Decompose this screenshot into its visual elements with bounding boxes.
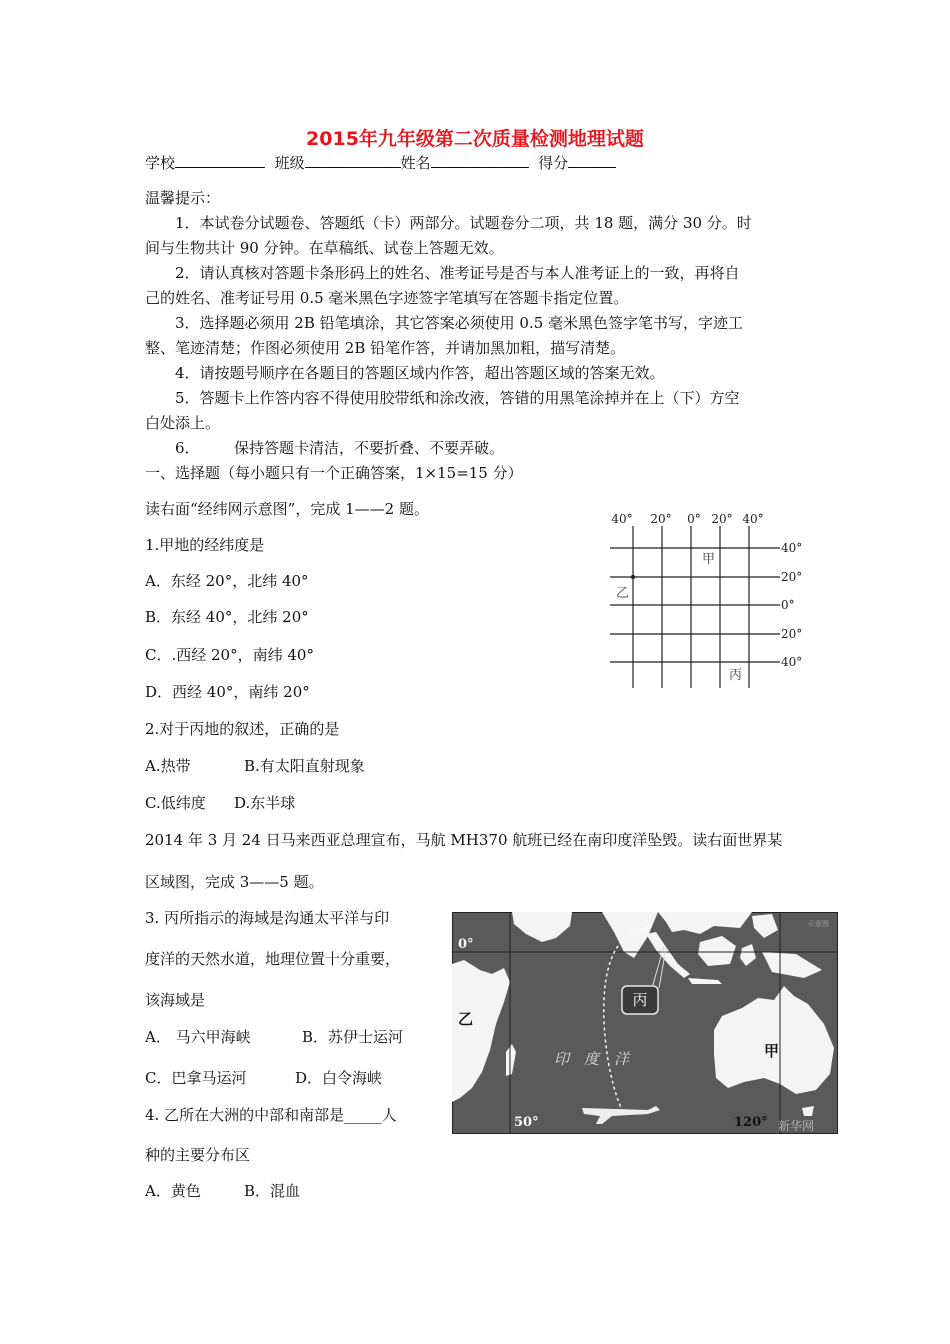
label-jia: 甲 (702, 552, 716, 567)
map-label-yi: 乙 (458, 1010, 474, 1028)
top-label-1: 40° (611, 512, 633, 526)
map-label-lat0: 0° (458, 937, 474, 952)
right-label-4: 20° (781, 627, 803, 641)
right-label-3: 0° (781, 598, 795, 612)
q4-option-b: B．混血 (244, 1182, 301, 1200)
page-title: 2015年九年级第二次质量检测地理试题 (306, 128, 644, 150)
map-label-jia: 甲 (764, 1042, 780, 1060)
tip-1-line-2: 间与生物共计 90 分钟。在草稿纸、试卷上答题无效。 (145, 239, 504, 257)
intro-2-line-2: 区域图，完成 3——5 题。 (145, 873, 324, 891)
map-watermark: 新华网 (778, 1119, 815, 1133)
q3-option-d: D．白令海峡 (295, 1069, 383, 1087)
q4-line-1: 4. 乙所在大洲的中部和南部是_____人 (145, 1106, 397, 1124)
graticule-svg (602, 506, 817, 691)
point-yi (631, 575, 635, 579)
score-blank (568, 152, 616, 168)
region-map-svg (452, 912, 838, 1134)
student-info-line (145, 152, 616, 173)
top-label-4: 20° (711, 512, 733, 526)
map-label-ocean: 印 度 洋 (554, 1050, 630, 1068)
q2-option-c: C.低纬度 (145, 794, 206, 812)
tip-2-line-2: 己的姓名、准考证号用 0.5 毫米黑色字迹签字笔填写在答题卡指定位置。 (145, 289, 629, 307)
map-corner-label: 示意图 (808, 920, 829, 928)
school-blank (175, 152, 265, 168)
q3-option-c: C．巴拿马运河 (145, 1069, 247, 1087)
tips-heading: 温馨提示： (145, 189, 221, 207)
score-label: 得分 (538, 154, 569, 172)
q1-stem: 1.甲地的经纬度是 (145, 536, 265, 554)
q1-option-a: A．东经 20°，北纬 40° (145, 572, 309, 590)
graticule-figure (602, 506, 817, 691)
map-label-lon50: 50° (514, 1115, 539, 1130)
q1-option-d: D．西经 40°，南纬 20° (145, 683, 310, 701)
top-label-5: 40° (742, 512, 764, 526)
tip-1-line-1: 1．本试卷分试题卷、答题纸（卡）两部分。试题卷分二项，共 18 题，满分 30 分。时 (175, 214, 752, 232)
q3-line-2: 度洋的天然水道，地理位置十分重要， (145, 950, 401, 968)
q2-option-a: A.热带 (145, 757, 191, 775)
tip-4: 4．请按题号顺序在各题目的答题区域内作答，超出答题区域的答案无效。 (175, 364, 665, 382)
q3-line-1: 3. 丙所指示的海域是沟通太平洋与印 (145, 909, 390, 927)
class-blank (305, 152, 401, 168)
label-yi: 乙 (616, 586, 630, 601)
q3-option-a: A． 马六甲海峡 (145, 1028, 251, 1046)
intro-1: 读右面“经纬网示意图”，完成 1——2 题。 (145, 500, 429, 518)
class-label: 班级 (274, 154, 305, 172)
tip-3-line-2: 整、笔迹清楚；作图必须使用 2B 铅笔作答，并请加黑加粗，描写清楚。 (145, 339, 626, 357)
top-label-2: 20° (650, 512, 672, 526)
right-label-2: 20° (781, 570, 803, 584)
tip-6-text: 保持答题卡清洁，不要折叠、不要弄破。 (234, 439, 505, 457)
right-label-5: 40° (781, 655, 803, 669)
intro-2-line-1: 2014 年 3 月 24 日马来西亚总理宣布，马航 MH370 航班已经在南印度洋坠毁。读右面世界某 (145, 831, 783, 849)
q1-option-c: C．.西经 20°，南纬 40° (145, 646, 314, 664)
tip-3-line-1: 3．选择题必须用 2B 铅笔填涂，其它答案必须使用 0.5 毫米黑色签字笔书写，字迹工 (175, 314, 744, 332)
q4-option-a: A．黄色 (145, 1182, 201, 1200)
school-label: 学校 (145, 154, 176, 172)
q2-option-d: D.东半球 (234, 794, 296, 812)
map-label-bing: 丙 (632, 991, 648, 1009)
q2-stem: 2.对于丙地的叙述，正确的是 (145, 720, 340, 738)
right-label-1: 40° (781, 541, 803, 555)
top-label-3: 0° (687, 512, 701, 526)
section-heading: 一、选择题（每小题只有一个正确答案，1×15=15 分） (145, 464, 523, 482)
map-label-lon120: 120° (734, 1115, 768, 1130)
region-map-figure (452, 912, 838, 1134)
q2-option-b: B.有太阳直射现象 (244, 757, 365, 775)
tip-5-line-2: 白处添上。 (145, 414, 221, 432)
tip-5-line-1: 5．答题卡上作答内容不得使用胶带纸和涂改液，答错的用黑笔涂掉并在上（下）方空 (175, 389, 740, 407)
q3-option-b: B．苏伊士运河 (302, 1028, 404, 1046)
q3-line-3: 该海域是 (145, 991, 206, 1009)
name-label: 姓名 (400, 154, 431, 172)
name-blank (431, 152, 529, 168)
label-bing: 丙 (729, 668, 743, 683)
q1-option-b: B．东经 40°，北纬 20° (145, 608, 309, 626)
q4-line-2: 种的主要分布区 (145, 1146, 251, 1164)
tip-6-number: 6． (175, 439, 200, 457)
tip-2-line-1: 2．请认真核对答题卡条形码上的姓名、准考证号是否与本人准考证上的一致，再将自 (175, 264, 740, 282)
